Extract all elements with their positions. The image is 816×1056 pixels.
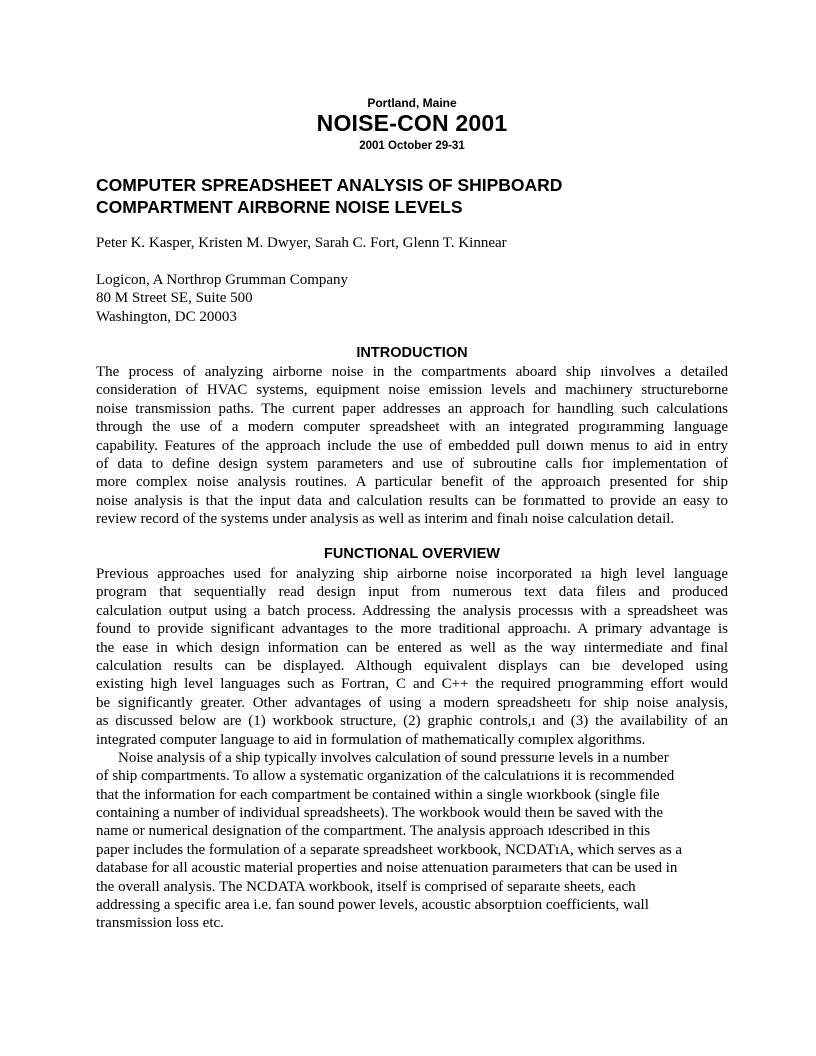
paper-title-line-1: COMPUTER SPREADSHEET ANALYSIS OF SHIPBOARD xyxy=(96,175,563,195)
text-line: that the information for each compartment be contained within a single wıorkbook (single file xyxy=(96,786,660,803)
text-line: more complex noise analysis routines. A particular benefit of the approaıch presented for ship xyxy=(96,474,728,491)
affiliation xyxy=(96,271,728,326)
text-line: as discussed below are (1) workbook structure, (2) graphic controls,ı and (3) the availability of an xyxy=(96,713,728,730)
text-line: program that sequentially read design input from numerous text data fileıs and produced xyxy=(96,584,728,601)
functional-overview-text xyxy=(96,565,728,933)
text-line: review record of the systems under analysis as well as interim and finalı noise calculation detail. xyxy=(96,511,675,528)
text-line: the overall analysis. The NCDATA workbook, itself is comprised of separaıte sheets, each xyxy=(96,878,636,895)
text-line: Noise analysis of a ship typically involves calculation of sound pressurıe levels in a number xyxy=(118,749,669,766)
introduction-paragraph xyxy=(96,363,728,529)
conference-location: Portland, Maine xyxy=(367,96,457,110)
text-line: paper includes the formulation of a separate spreadsheet workbook, NCDATıA, which serves as a xyxy=(96,841,683,858)
section-heading-functional-overview: FUNCTIONAL OVERVIEW xyxy=(324,546,500,562)
section-heading-introduction: INTRODUCTION xyxy=(356,345,468,361)
text-line: be significantly greater. Other advantages of using a modern spreadsheetı for ship noise analysis, xyxy=(96,694,728,711)
text-line: transmission loss etc. xyxy=(96,915,224,932)
affiliation-line: Logicon, A Northrop Grumman Company xyxy=(96,272,349,288)
paper-title-line-2: COMPARTMENT AIRBORNE NOISE LEVELS xyxy=(96,197,463,217)
conference-dates: 2001 October 29-31 xyxy=(359,140,465,152)
text-line: containing a number of individual spreadsheets). The workbook would theın be saved with the xyxy=(96,805,664,822)
text-line: The process of analyzing airborne noise in the compartments aboard ship ıinvolves a detailed xyxy=(96,364,728,380)
text-line: consideration of HVAC systems, equipment noise emission levels and machiınery structureborne xyxy=(96,382,728,399)
text-line: name or numerical designation of the compartment. The analysis approach ıdescribed in this xyxy=(96,823,651,840)
text-line: Previous approaches used for analyzing ship airborne noise incorporated ıa high level language xyxy=(96,566,728,582)
text-line: integrated computer language to aid in formulation of mathematically comıplex algorithms. xyxy=(96,731,646,748)
text-line: the ease in which design information can be entered as well as the way ıintermediate and final xyxy=(96,639,728,656)
text-line: found to provide significant advantages to the more traditional approachı. A primary advantage is xyxy=(96,621,728,638)
affiliation-line: 80 M Street SE, Suite 500 xyxy=(96,290,253,307)
text-line: calculation output using a batch process. Addressing the analysis processıs with a spreadsheet was xyxy=(96,602,728,619)
text-line: noise analysis is that the input data and calculation results can be forımatted to provide an easy to xyxy=(96,492,728,509)
paper-title xyxy=(96,174,728,218)
text-line: addressing a specific area i.e. fan sound power levels, acoustic absorptıion coefficients, wall xyxy=(96,897,649,914)
text-line: through the use of a modern computer spreadsheet with an integrated progıramming language xyxy=(96,419,728,436)
text-line: database for all acoustic material properties and noise attenuation paraımeters that can be used in xyxy=(96,860,678,877)
text-line: of ship compartments. To allow a systematic organization of the calculatıions it is recommended xyxy=(96,768,675,785)
conference-name: NOISE-CON 2001 xyxy=(316,110,508,136)
functional-overview-paragraph-1 xyxy=(96,565,728,749)
text-line: calculation results can be displayed. Although equivalent displays can bıe developed using xyxy=(96,657,728,674)
author-list: Peter K. Kasper, Kristen M. Dwyer, Sarah C. Fort, Glenn T. Kinnear xyxy=(96,235,507,251)
text-line: capability. Features of the approach include the use of embedded pull doıwn menus to aid in entry xyxy=(96,437,728,454)
functional-overview-paragraph-2 xyxy=(96,749,728,933)
affiliation-line: Washington, DC 20003 xyxy=(96,308,237,325)
text-line: noise transmission paths. The current paper addresses an approach for haındling such calculations xyxy=(96,400,728,417)
text-line: of data to define design system parameters and use of subroutine calls fıor implementation of xyxy=(96,455,728,472)
text-line: existing high level languages such as Fortran, C and C++ the required prıogramming effort would xyxy=(96,676,728,693)
